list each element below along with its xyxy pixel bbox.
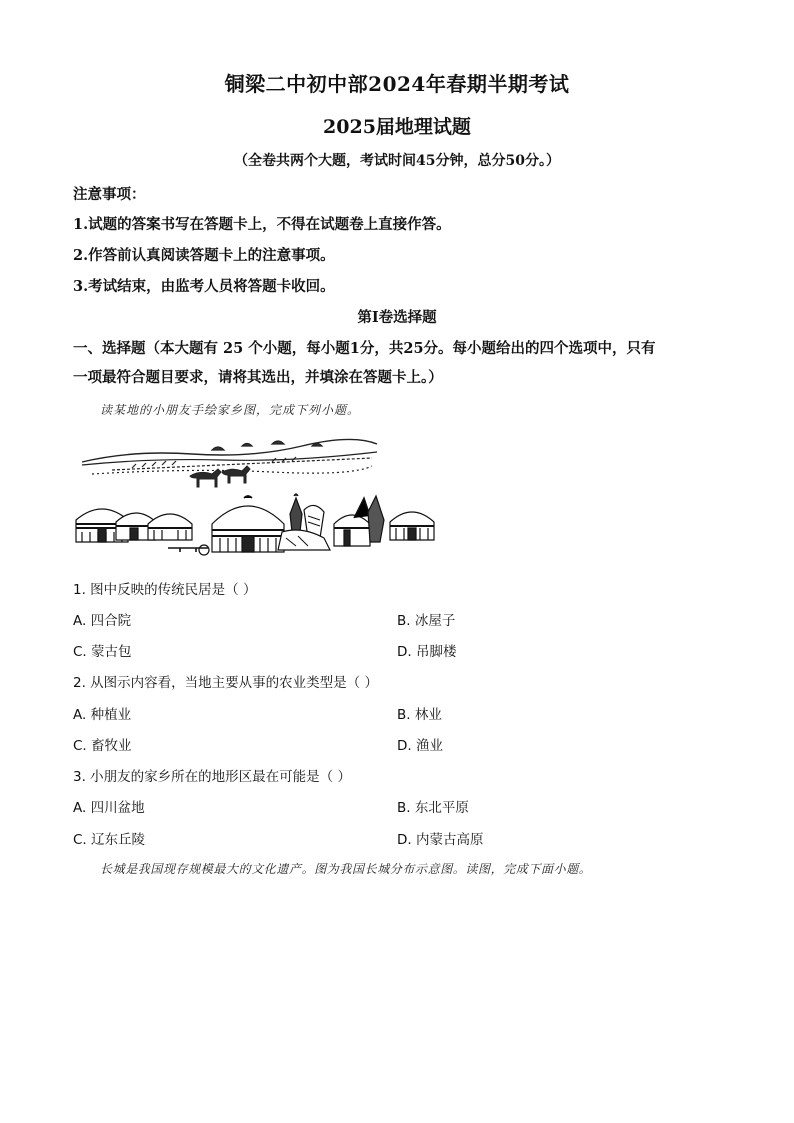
question-1-option-a[interactable]: A. 四合院 — [73, 613, 132, 629]
question-2-option-b[interactable]: B. 林业 — [397, 707, 442, 723]
question-1-option-b[interactable]: B. 冰屋子 — [397, 613, 456, 629]
question-2-stem: 2. 从图示内容看，当地主要从事的农业类型是（ ） — [73, 675, 378, 691]
exam-title: 铜梁二中初中部2024年春期半期考试 — [224, 72, 570, 96]
note-item-2: 2.作答前认真阅读答题卡上的注意事项。 — [73, 247, 335, 264]
section-intro-line-1: 一、选择题（本大题有 25 个小题，每小题1分，共25分。每小题给出的四个选项中，只有 — [73, 340, 656, 357]
note-item-3: 3.考试结束，由监考人员将答题卡收回。 — [73, 278, 335, 295]
hometown-illustration — [72, 432, 452, 562]
exam-subject-title: 2025届地理试题 — [323, 116, 471, 138]
question-3-option-b[interactable]: B. 东北平原 — [397, 800, 469, 816]
horse-figures — [190, 466, 250, 487]
section-intro-line-2: 一项最符合题目要求，请将其选出，并填涂在答题卡上。） — [73, 369, 443, 386]
question-1-option-c[interactable]: C. 蒙古包 — [73, 644, 132, 660]
question-2-option-c[interactable]: C. 畜牧业 — [73, 738, 132, 754]
passage-2: 长城是我国现存规模最大的文化遗产。图为我国长城分布示意图。读图，完成下面小题。 — [100, 862, 592, 876]
question-1-option-d[interactable]: D. 吊脚楼 — [397, 644, 457, 660]
note-item-1: 1.试题的答案书写在答题卡上，不得在试题卷上直接作答。 — [73, 216, 451, 233]
question-3-stem: 3. 小朋友的家乡所在的地形区最在可能是（ ） — [73, 769, 351, 785]
section-title: 第Ⅰ卷选择题 — [357, 309, 437, 326]
question-2-option-a[interactable]: A. 种植业 — [73, 707, 132, 723]
exam-subtitle: （全卷共两个大题，考试时间45分钟，总分50分。） — [234, 153, 560, 169]
section-intro — [73, 334, 723, 392]
notes-heading: 注意事项： — [73, 186, 146, 203]
question-1-stem: 1. 图中反映的传统民居是（ ） — [73, 582, 257, 598]
question-3-option-d[interactable]: D. 内蒙古高原 — [397, 832, 484, 848]
question-3-option-a[interactable]: A. 四川盆地 — [73, 800, 145, 816]
question-3-option-c[interactable]: C. 辽东丘陵 — [73, 832, 146, 848]
passage-1: 读某地的小朋友手绘家乡图，完成下列小题。 — [100, 403, 361, 417]
question-2-option-d[interactable]: D. 渔业 — [397, 738, 443, 754]
